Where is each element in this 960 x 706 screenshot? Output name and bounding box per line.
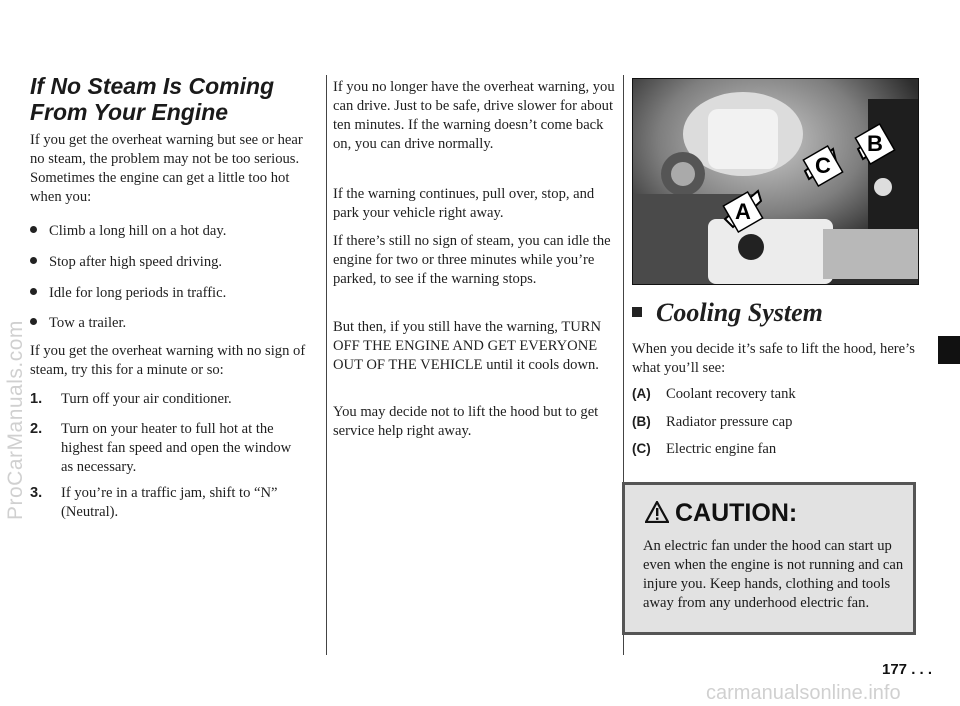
cooling-intro: When you decide it’s safe to lift the hood, here’s what you’ll see: — [632, 341, 915, 376]
part-text: Electric engine fan — [666, 441, 777, 457]
part-label: (C) — [632, 441, 651, 456]
part-text: Radiator pressure cap — [666, 414, 793, 430]
part-label: (B) — [632, 414, 651, 429]
bullet-item — [30, 222, 226, 241]
section-title-text: Cooling System — [656, 298, 823, 327]
caution-title: CAUTION: — [675, 499, 798, 527]
section-heading-no-steam — [30, 73, 274, 125]
bullet-item — [30, 314, 126, 333]
part-text: Coolant recovery tank — [666, 386, 796, 402]
caution-box — [622, 482, 916, 635]
bullet-text: Climb a long hill on a hot day. — [49, 223, 227, 239]
intro-paragraph: If you get the overheat warning but see or hear no steam, the problem may not be too serious. Sometimes the engine can get a little too hot when you: — [30, 132, 303, 205]
bullet-icon — [30, 288, 37, 295]
warning-triangle-icon — [645, 501, 669, 523]
step-text: Turn on your heater to full hot at the highest fan speed and open the window as necessary. — [61, 421, 292, 475]
engine-illustration — [633, 79, 918, 284]
bullet-text: Tow a trailer. — [49, 315, 127, 331]
caution-text: An electric fan under the hood can start up even when the engine is not running and can injure you. Keep hands, clothing and tools away from any underhood electric fan. — [643, 538, 904, 611]
photo-label-b: B — [867, 131, 883, 156]
bullet-icon — [30, 226, 37, 233]
step-number: 1. — [30, 391, 43, 407]
step-item — [30, 390, 320, 409]
step-number: 3. — [30, 485, 43, 501]
paragraph-service-help: You may decide not to lift the hood but to get service help right away. — [333, 404, 599, 439]
engine-compartment-photo — [632, 78, 919, 285]
step-item — [30, 420, 320, 477]
bullet-icon — [30, 257, 37, 264]
step-text: Turn off your air conditioner. — [61, 391, 232, 407]
paragraph-turn-off-engine: But then, if you still have the warning, TURN OFF THE ENGINE AND GET EVERYONE OUT OF THE VEHICLE until it cools down. — [333, 319, 602, 373]
paragraph-idle-engine: If there’s still no sign of steam, you can idle the engine for two or three minutes while you’re parked, to see if the warning stops. — [333, 233, 611, 287]
section-title-cooling-system — [632, 298, 823, 328]
photo-label-a: A — [735, 199, 751, 224]
step-text: If you’re in a traffic jam, shift to “N” (Neutral). — [61, 485, 278, 520]
watermark-bottom: carmanualsonline.info — [706, 682, 901, 704]
no-steam-intro: If you get the overheat warning with no sign of steam, try this for a minute or so: — [30, 343, 306, 378]
photo-label-c: C — [815, 153, 831, 178]
step-number: 2. — [30, 421, 43, 437]
paragraph-warning-continues: If the warning continues, pull over, stop, and park your vehicle right away. — [333, 186, 595, 221]
part-item — [632, 384, 796, 404]
column-divider — [326, 75, 327, 655]
bullet-text: Stop after high speed driving. — [49, 254, 223, 270]
bullet-item — [30, 284, 226, 303]
step-item — [30, 484, 320, 522]
square-bullet-icon — [632, 307, 642, 317]
bullet-text: Idle for long periods in traffic. — [49, 285, 227, 301]
page-number: 177 . . . — [882, 661, 933, 678]
bullet-item — [30, 253, 222, 272]
heading-line-1: If No Steam Is Coming — [30, 73, 275, 99]
watermark-side: ProCarManuals.com — [4, 320, 27, 520]
heading-line-2: From Your Engine — [30, 99, 229, 125]
section-tab-marker — [938, 336, 960, 364]
part-item — [632, 412, 792, 432]
part-item — [632, 439, 776, 459]
bullet-icon — [30, 318, 37, 325]
part-label: (A) — [632, 386, 651, 401]
paragraph-no-longer-warning: If you no longer have the overheat warning, you can drive. Just to be safe, drive slower for about ten minutes. If the warning doesn’t come back on, you can drive normally. — [333, 79, 615, 152]
